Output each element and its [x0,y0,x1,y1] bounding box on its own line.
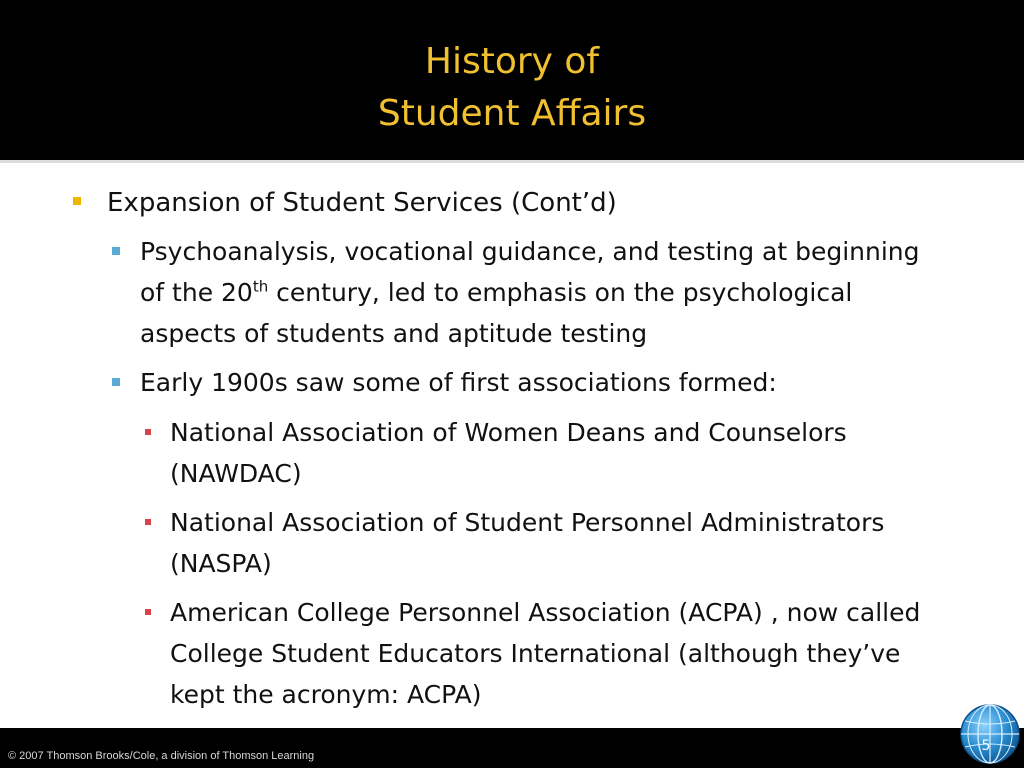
bullet-early-1900s: Early 1900s saw some of first associations formed: [140,368,777,397]
globe-icon [958,702,1022,766]
psychoanalysis-text-cont: century, led to emphasis on the psychological aspects of students and aptitude testing [140,278,853,348]
bullet-expansion: Expansion of Student Services (Cont’d) [107,188,617,218]
page-number: 5 [981,738,991,754]
title-line-1: History of [424,41,600,82]
title-line-2: Student Affairs [377,93,647,134]
bullet-square-icon [145,519,151,525]
slide-body [0,163,1024,768]
bullet-nawdac: National Association of Women Deans and Counselors (NAWDAC) [170,418,847,488]
bullet-square-icon [112,247,120,255]
slide-header [0,0,1024,160]
bullet-square-icon [73,197,81,205]
psychoanalysis-text: Psychoanalysis, vocational guidance, and testing at beginning of the 20 [140,237,920,307]
ordinal-suffix: th [252,277,269,296]
copyright-notice: © 2007 Thomson Brooks/Cole, a division of Thomson Learning [8,750,315,762]
footer-bar [0,728,1024,768]
bullet-psychoanalysis [140,231,940,354]
bullet-square-icon [112,378,120,386]
slide-title [0,36,1024,140]
bullet-acpa: American College Personnel Association (ACPA) , now called College Student Educators International (although they’ve kept the acronym: ACPA) [170,598,921,709]
bullet-naspa: National Association of Student Personnel Administrators (NASPA) [170,508,885,578]
bullet-square-icon [145,429,151,435]
bullet-square-icon [145,609,151,615]
